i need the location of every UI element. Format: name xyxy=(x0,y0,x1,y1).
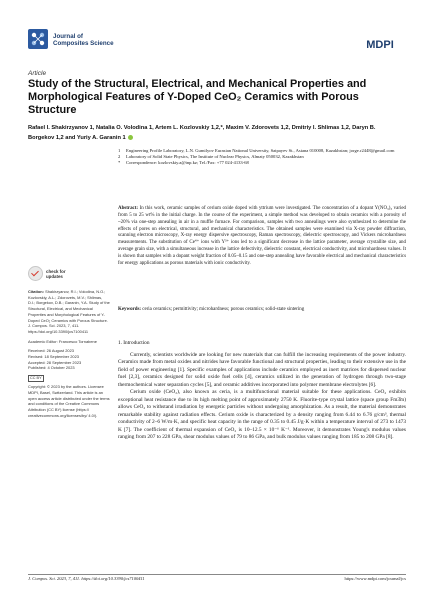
body-paragraph: Currently, scientists worldwide are looking for new materials that can fulfill the increasing requirements of the power industry. Ceramics made from metal oxides and nitrides have favorable functional and structural properties, leading to their extensive use in the field of power engineering [1]. Specific examples of applications include ceramics employed as inert matrices for dispersed nuclear fuel [2,3], ceramics designed for solid oxide fuel cells [4], ceramics utilized in the generation of hydrogen through two-stage thermochemical water separation cycles [5], and ceramic additives incorporated into polymer membrane electrolytes [6]. xyxy=(118,352,406,388)
keywords-label: Keywords: xyxy=(118,307,142,312)
footer-divider xyxy=(28,574,406,575)
check-for-updates-button[interactable] xyxy=(28,266,110,281)
article-title: Study of the Structural, Electrical, and Mechanical Properties and Morphological Features of Y-Doped CeO₂ Ceramics with Porous Structure xyxy=(28,78,367,116)
published-date: Published: 4 October 2023 xyxy=(28,365,75,371)
keywords xyxy=(118,307,406,314)
editor-name: Francesco Tornabene xyxy=(58,338,97,344)
abstract-text: In this work, ceramic samples of cerium oxide doped with yttrium were investigated. The concentration of a dopant Y(NO₃)₃ varied from 5 to 25 wt% in the initial charge. In the course of the experiment, a simple method was developed to obtain ceramics with a porosity of ~20% via one-step annealing in air in a muffle furnace. For comparison, samples with two annealings were also synthesized to determine the effects of pores on electrical, structural, and mechanical characteristics. The obtained samples were examined via X-ray powder diffraction, scanning electron microscopy, X-ray energy dispersive spectroscopy, Raman spectroscopy, dielectric spectroscopy, and Vickers microhardness measurements. The substitution of Ce⁴⁺ ions with Y³⁺ ions led to a significant decrease in the lattice parameter, average crystallite size, and average grain size, with a simultaneous increase in the lattice defectivity, dielectric constant, electrical conductivity, and microhardness values. It is shown that samples with a dopant weight fraction of 0.05–0.15 and one-step annealing have favorable electrical and mechanical characteristics for energy applications as porous materials with ionic conductivity. xyxy=(118,206,406,266)
revised-date: Revised: 18 September 2023 xyxy=(28,354,80,360)
updates-line2: updates xyxy=(46,273,63,279)
correspondence-marker: * xyxy=(118,160,121,166)
affiliation-number: 1 xyxy=(118,148,121,153)
sidebar xyxy=(28,266,110,422)
dates xyxy=(28,348,110,371)
authors-text: Rafael I. Shakirzyanov 1, Natalia O. Volodina 1, Artem L. Kozlovskiy 1,2,*, Maxim V. Zdorovets 1,2, Dmitriy I. Shlimas 1,2, Daryn B. Borgekov 1,2 and Yuriy A. Garanin 1 xyxy=(28,125,376,141)
accepted-date: Accepted: 28 September 2023 xyxy=(28,359,82,365)
check-updates-icon xyxy=(28,266,43,281)
article-type: Article xyxy=(28,70,47,77)
citation-text: Shakirzyanov, R.I.; Volodina, N.O.; Kozlovskiy, A.L.; Zdorovets, M.V.; Shlimas, D.I.; Borgekov, D.B.; Garanin, Y.A. Study of the Structural, Electrical, and Mechanical Properties and Morphological Features of Y-Doped CeO₂ Ceramics with Porous Structure. J. Compos. Sci. 2023, 7, 411. https://doi.org/10.3390/jcs7100411 xyxy=(28,289,110,334)
academic-editor xyxy=(28,339,110,345)
author-list xyxy=(28,124,400,143)
license xyxy=(28,375,110,418)
affiliation-text: Engineering Profile Laboratory, L.N. Gumilyov Eurasian National University, Satpayev St., Astana 010008, Kazakhstan; jorge.r2448@gmail.com xyxy=(126,148,395,153)
footer-citation[interactable]: J. Compos. Sci. 2023, 7, 411. https://doi.org/10.3390/jcs7100411 xyxy=(28,576,145,581)
copyright-text: Copyright: © 2023 by the authors. Licensee MDPI, Basel, Switzerland. This article is an open access article distributed under the terms and conditions of the Creative Commons Attribution (CC BY) license (https:// creativecommons.org/licenses/by/ 4.0/). xyxy=(28,384,110,418)
mdpi-logo-icon[interactable] xyxy=(360,36,400,52)
affiliation-number: 2 xyxy=(118,154,121,160)
affiliations xyxy=(118,148,408,166)
cc-license-badge[interactable]: CC BY xyxy=(30,376,42,381)
journal-name-line2: Composites Science xyxy=(53,40,114,47)
abstract xyxy=(118,206,406,268)
orcid-icon[interactable] xyxy=(128,135,133,140)
citation xyxy=(28,289,110,335)
journal-logo-icon xyxy=(28,29,48,49)
correspondence-text: Correspondence: kozlovskiy.a@inp.kz; Tel./Fax: +77 024-4133-68 xyxy=(126,160,249,166)
section-heading: 1. Introduction xyxy=(118,340,150,346)
citation-label: Citation: xyxy=(28,289,44,294)
received-date: Received: 26 August 2023 xyxy=(28,348,74,354)
abstract-label: Abstract: xyxy=(118,206,139,211)
body-paragraph: Cerium oxide (CeO₂), also known as ceria, is a multifunctional material suitable for these applications. CeO₂ exhibits exceptional heat resistance due to its high melting point of approximately 2750 K. Fluorite-type crystal lattice (space group Fm3̄m) allows CeO₂ to withstand irradiation by energetic particles without undergoing amorphization. As a result, the material demonstrates remarkable stability against radiation effects. Cerium oxide is characterized by a density ranging from 6.44 to 6.76 g/cm³, thermal conductivity of 2–6 W/m·K, and specific heat capacity in the range of 0.35 to 0.45 J/g·K within a temperature interval of 273 to 1473 K [7]. The coefficient of thermal expansion of CeO₂ is 10–12.5 × 10⁻⁶ K⁻¹. Moreover, it demonstrates Young's modulus values ranging from 207 to 228 GPa, shear modulus values of 79 to 86 GPa, and bulk modulus values ranging from 185 to 208 GPa [8]. xyxy=(118,389,406,440)
updates-line1: check for xyxy=(46,268,66,274)
journal-name-line1: Journal of xyxy=(53,33,83,40)
affiliation-text: Laboratory of Solid State Physics, The Institute of Nuclear Physics, Almaty 050032, Kazakhstan xyxy=(126,154,304,160)
keywords-text: ceria ceramics; permittivity; microhardness; porous ceramics; solid-state sintering xyxy=(142,307,305,312)
body-text xyxy=(118,352,406,441)
mdpi-logo-text: MDPI xyxy=(366,39,394,51)
correspondence-item xyxy=(118,160,408,166)
footer-journal-link[interactable]: https://www.mdpi.com/journal/jcs xyxy=(344,576,406,581)
editor-label: Academic Editor: xyxy=(28,338,58,344)
